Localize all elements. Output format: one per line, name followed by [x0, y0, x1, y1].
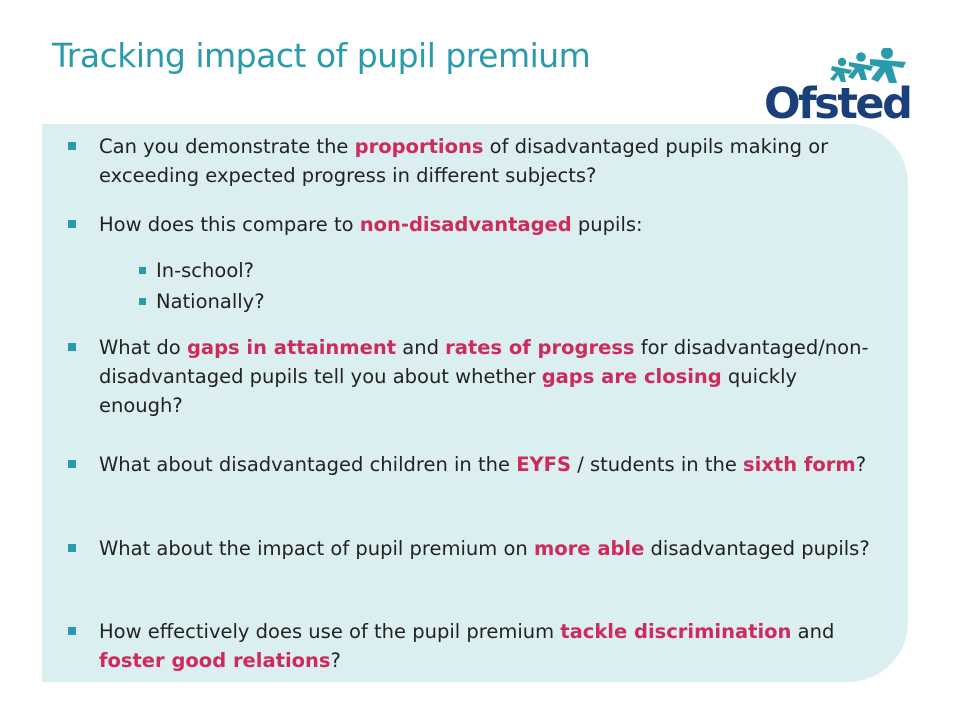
bullet-marker [68, 142, 76, 150]
text-segment: What do [99, 336, 187, 359]
bullet-text [156, 287, 756, 316]
bullet-text [99, 534, 874, 563]
bullet-marker [68, 460, 76, 468]
highlighted-phrase: tackle discrimination [560, 620, 792, 643]
text-segment: and [791, 620, 835, 643]
text-segment: What about disadvantaged children in the [99, 453, 517, 476]
text-segment: quickly enough? [99, 365, 798, 417]
logo-figure-2 [848, 52, 873, 80]
logo-wordmark: Ofsted [764, 79, 911, 124]
highlighted-phrase: gaps are closing [541, 365, 722, 388]
ofsted-logo [760, 48, 916, 124]
content-panel [42, 124, 908, 682]
text-segment: Nationally? [156, 290, 265, 313]
text-segment: In-school? [156, 259, 255, 282]
text-segment: / students in the [571, 453, 744, 476]
bullet-text [99, 333, 874, 420]
bullet-text [99, 210, 874, 239]
text-segment: for disadvantaged/non-disadvantaged pupils tell you about whether [99, 336, 869, 388]
text-segment: How does this compare to [99, 213, 360, 236]
highlighted-phrase: foster good relations [99, 649, 331, 672]
slide-title: Tracking impact of pupil premium [52, 36, 591, 75]
text-segment: Can you demonstrate the [99, 135, 355, 158]
highlighted-phrase: rates of progress [445, 336, 635, 359]
text-segment: What about the impact of pupil premium on [99, 537, 534, 560]
bullet-text [99, 617, 874, 675]
sub-bullet-marker [139, 298, 146, 305]
bullet-marker [68, 627, 76, 635]
bullet-marker [68, 220, 76, 228]
highlighted-phrase: sixth form [743, 453, 856, 476]
text-segment: of disadvantaged pupils making or exceeding expected progress in different subjects? [99, 135, 829, 187]
text-segment: and [396, 336, 446, 359]
highlighted-phrase: proportions [354, 135, 484, 158]
highlighted-phrase: non-disadvantaged [359, 213, 572, 236]
bullet-marker [68, 343, 76, 351]
bullet-marker [68, 544, 76, 552]
sub-bullet-marker [139, 267, 146, 274]
bullet-text [99, 132, 874, 190]
bullet-text [99, 450, 874, 479]
highlighted-phrase: more able [533, 537, 645, 560]
text-segment: disadvantaged pupils? [644, 537, 870, 560]
text-segment: pupils: [571, 213, 643, 236]
highlighted-phrase: EYFS [516, 453, 571, 476]
bullet-text [156, 256, 756, 285]
text-segment: How effectively does use of the pupil premium [99, 620, 561, 643]
logo-figure-3 [870, 48, 906, 83]
highlighted-phrase: gaps in attainment [186, 336, 397, 359]
text-segment: ? [330, 649, 341, 672]
text-segment: ? [855, 453, 867, 476]
